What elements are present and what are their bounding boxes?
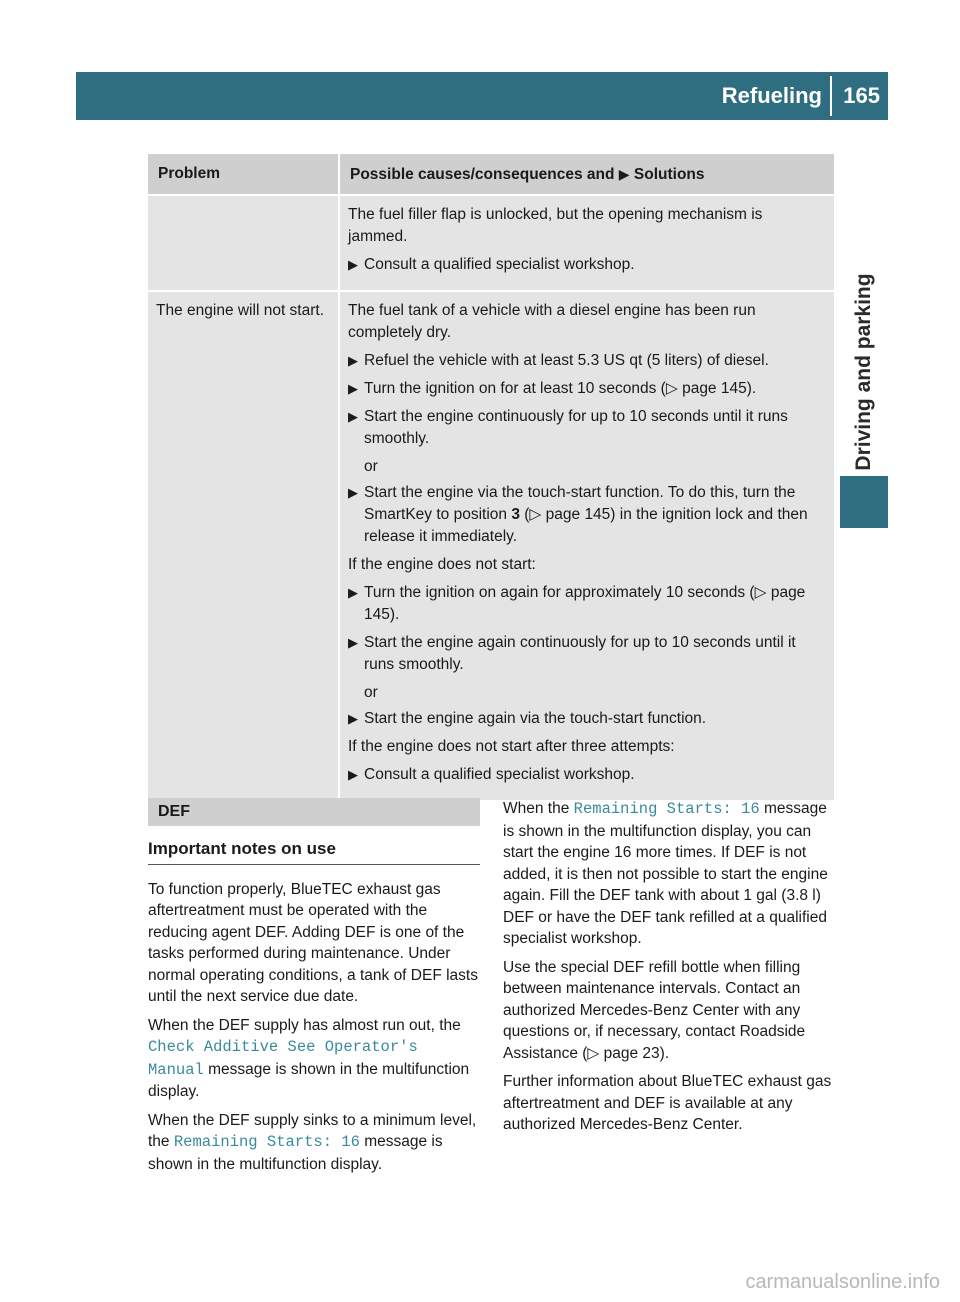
- instruction-step: [348, 582, 826, 626]
- text-run: message is shown in the multifunction display.: [148, 1133, 443, 1173]
- step-text: Consult a qualified specialist workshop.: [364, 766, 635, 783]
- header-text-post: Solutions: [633, 165, 705, 183]
- step-text: Start the engine again via the touch-start function.: [364, 710, 707, 727]
- chapter-marker: [840, 476, 888, 528]
- step-arrow-icon: ▶: [348, 409, 358, 424]
- step-text: Refuel the vehicle with at least 5.3 US qt (5 liters) of diesel.: [364, 352, 769, 369]
- step-text: Start the engine continuously for up to 10 seconds until it runs smoothly.: [364, 408, 788, 447]
- right-column: [503, 798, 835, 1143]
- instruction-step: [348, 764, 826, 786]
- body-paragraph: Further information about BlueTEC exhaust gas aftertreatment and DEF is available at any authorized Mercedes-Benz Center.: [503, 1073, 832, 1133]
- table-header-row: [148, 154, 834, 195]
- problem-cell: [148, 195, 339, 291]
- header-text-pre: Possible causes/consequences and: [350, 165, 615, 183]
- step-text: Consult a qualified specialist workshop.: [364, 256, 635, 273]
- left-column: [148, 798, 480, 1182]
- body-paragraph: [148, 1110, 480, 1176]
- section-title: Refueling: [721, 83, 822, 108]
- step-arrow-icon: ▶: [348, 635, 358, 650]
- step-arrow-icon: ▶: [348, 381, 358, 396]
- step-arrow-icon: ▶: [348, 767, 358, 782]
- troubleshooting-table: [148, 154, 834, 800]
- position-number: 3: [511, 506, 520, 523]
- problem-column-header: Problem: [148, 154, 339, 195]
- step-text: (▷ page 145) in the ignition lock and then release it immediately.: [364, 506, 808, 545]
- step-text: Start the engine again continuously for up to 10 seconds until it runs smoothly.: [364, 634, 796, 673]
- display-message: Check Additive See Operator's Manual: [148, 1038, 418, 1079]
- subheading: Important notes on use: [148, 838, 480, 865]
- display-message: Remaining Starts: 16: [173, 1133, 360, 1151]
- instruction-step: [348, 350, 826, 372]
- body-paragraph: [148, 1015, 480, 1103]
- text-run: When the: [503, 800, 570, 817]
- display-message: Remaining Starts: 16: [573, 800, 760, 818]
- step-arrow-icon: ▶: [348, 485, 358, 500]
- table-row: [148, 195, 834, 291]
- table-row: [148, 291, 834, 800]
- cause-text: The fuel filler flap is unlocked, but the opening mechanism is jammed.: [348, 206, 763, 245]
- text-run: message is shown in the multifunction display, you can start the engine 16 more times. If DEF is not added, it is then not possible to start the engine again. Fill the DEF tank with about 1 gal (3.8 l) DEF or have the DEF tank refilled at a qualified specialist workshop.: [503, 800, 828, 947]
- watermark-text: carmanualsonline.info: [745, 1271, 940, 1293]
- header-divider: [830, 76, 832, 116]
- step-arrow-icon: ▶: [348, 711, 358, 726]
- page-number: 165: [843, 83, 880, 108]
- step-arrow-icon: ▶: [348, 585, 358, 600]
- chapter-side-label: Driving and parking: [852, 273, 875, 471]
- text-run: When the DEF supply has almost run out, the: [148, 1016, 461, 1034]
- body-paragraph: To function properly, BlueTEC exhaust gas aftertreatment must be operated with the reducing agent DEF. Adding DEF is one of the tasks performed during maintenance. Under normal operating conditions, a tank of DEF lasts until the next service due date.: [148, 880, 478, 1005]
- condition-text: If the engine does not start:: [348, 556, 536, 573]
- or-text: or: [364, 684, 378, 701]
- header-bar: [76, 72, 888, 120]
- instruction-step: [348, 378, 826, 400]
- solution-cell: [339, 291, 834, 800]
- instruction-step: [348, 708, 826, 730]
- step-text: Turn the ignition on for at least 10 seconds (▷ page 145).: [364, 380, 757, 397]
- condition-text: If the engine does not start after three attempts:: [348, 738, 675, 755]
- step-text: Start the engine via the touch-start function. To do this, turn the SmartKey to position: [364, 484, 796, 523]
- solutions-column-header: [339, 154, 834, 195]
- or-text: or: [364, 458, 378, 475]
- text-run: When the DEF supply sinks to a minimum level, the: [148, 1111, 477, 1150]
- cause-text: The fuel tank of a vehicle with a diesel engine has been run completely dry.: [348, 302, 756, 341]
- arrow-right-icon: ▶: [618, 165, 630, 182]
- instruction-step: [348, 632, 826, 676]
- instruction-step: [348, 254, 826, 276]
- step-arrow-icon: ▶: [348, 257, 358, 272]
- step-text: Turn the ignition on again for approximately 10 seconds (▷ page 145).: [364, 584, 806, 623]
- step-arrow-icon: ▶: [348, 353, 358, 368]
- solution-cell: [339, 195, 834, 291]
- instruction-step: [348, 406, 826, 450]
- text-run: message is shown in the multifunction display.: [148, 1060, 470, 1100]
- section-heading-def: DEF: [148, 798, 480, 826]
- problem-cell: The engine will not start.: [148, 291, 339, 800]
- body-paragraph: Use the special DEF refill bottle when filling between maintenance intervals. Contact an authorized Mercedes-Benz Center with any questions or, if necessary, contact Roadside Assistance (▷ page 23).: [503, 958, 806, 1062]
- instruction-step: [348, 482, 826, 548]
- body-paragraph: [503, 798, 835, 950]
